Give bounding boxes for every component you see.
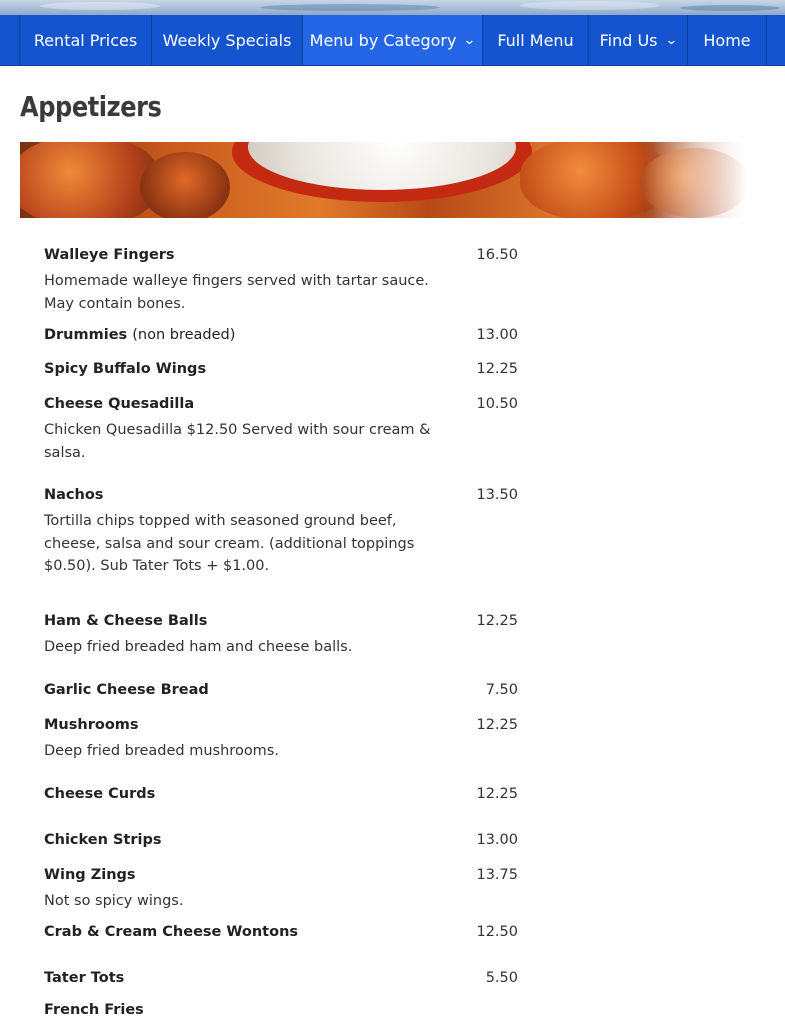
item-price: 13.00 bbox=[476, 327, 518, 343]
nav-menu-by-category[interactable] bbox=[302, 15, 482, 65]
item-price: 12.25 bbox=[476, 613, 518, 629]
item-price: 7.50 bbox=[485, 682, 518, 698]
item-name: French Fries bbox=[44, 1002, 144, 1018]
chevron-down-icon: ⌄ bbox=[463, 32, 477, 48]
item-name: Walleye Fingers bbox=[44, 247, 175, 263]
item-name: Crab & Cream Cheese Wontons bbox=[44, 924, 299, 940]
item-price: 5.50 bbox=[485, 970, 518, 986]
nav-rental-prices-label: Rental Prices bbox=[33, 30, 138, 50]
appetizers-banner-image bbox=[20, 142, 765, 218]
page-title: Appetizers bbox=[20, 90, 162, 123]
item-name: Cheese Quesadilla bbox=[44, 396, 195, 412]
item-name: Drummies bbox=[44, 327, 128, 343]
item-name-line bbox=[44, 327, 235, 343]
item-name: Mushrooms bbox=[44, 717, 139, 733]
item-price: 12.25 bbox=[476, 717, 518, 733]
item-name: Cheese Curds bbox=[44, 786, 156, 802]
nav-full-menu[interactable] bbox=[482, 15, 588, 65]
item-name: Nachos bbox=[44, 487, 104, 503]
nav-weekly-specials-label: Weekly Specials bbox=[162, 30, 292, 50]
item-price: 12.25 bbox=[476, 361, 518, 377]
item-price: 10.50 bbox=[476, 396, 518, 412]
item-name: Spicy Buffalo Wings bbox=[44, 361, 207, 377]
nav-find-us-label: Find Us bbox=[599, 30, 658, 50]
item-price: 13.50 bbox=[476, 487, 518, 503]
item-description: Tortilla chips topped with seasoned ground beef, cheese, salsa and sour cream. (additional toppings $0.50). Sub Tater Tots + $1.00. bbox=[44, 513, 415, 574]
item-description: Homemade walleye fingers served with tartar sauce. May contain bones. bbox=[44, 273, 429, 312]
nav-divider bbox=[766, 15, 767, 65]
item-price: 16.50 bbox=[476, 247, 518, 263]
item-price: 12.25 bbox=[476, 786, 518, 802]
nav-weekly-specials[interactable] bbox=[151, 15, 302, 65]
item-price: 13.75 bbox=[476, 867, 518, 883]
item-name: Ham & Cheese Balls bbox=[44, 613, 208, 629]
nav-find-us[interactable] bbox=[588, 15, 687, 65]
nav-home-label: Home bbox=[703, 30, 751, 50]
nav-home[interactable] bbox=[687, 15, 766, 65]
item-price: 13.00 bbox=[476, 832, 518, 848]
item-description: Deep fried breaded mushrooms. bbox=[44, 743, 279, 759]
item-description: Chicken Quesadilla $12.50 Served with sour cream & salsa. bbox=[44, 422, 431, 461]
item-name: Garlic Cheese Bread bbox=[44, 682, 209, 698]
item-name: Wing Zings bbox=[44, 867, 136, 883]
item-description: Not so spicy wings. bbox=[44, 893, 184, 909]
item-description: Deep fried breaded ham and cheese balls. bbox=[44, 639, 353, 655]
header-water-image bbox=[0, 0, 785, 15]
item-note: (non breaded) bbox=[132, 327, 236, 343]
main-nav bbox=[0, 15, 785, 66]
nav-rental-prices[interactable] bbox=[19, 15, 151, 65]
nav-full-menu-label: Full Menu bbox=[497, 30, 574, 50]
item-name: Tater Tots bbox=[44, 970, 125, 986]
item-name: Chicken Strips bbox=[44, 832, 162, 848]
item-price: 12.50 bbox=[476, 924, 518, 940]
chevron-down-icon: ⌄ bbox=[664, 32, 678, 48]
nav-menu-by-category-label: Menu by Category bbox=[309, 30, 457, 50]
